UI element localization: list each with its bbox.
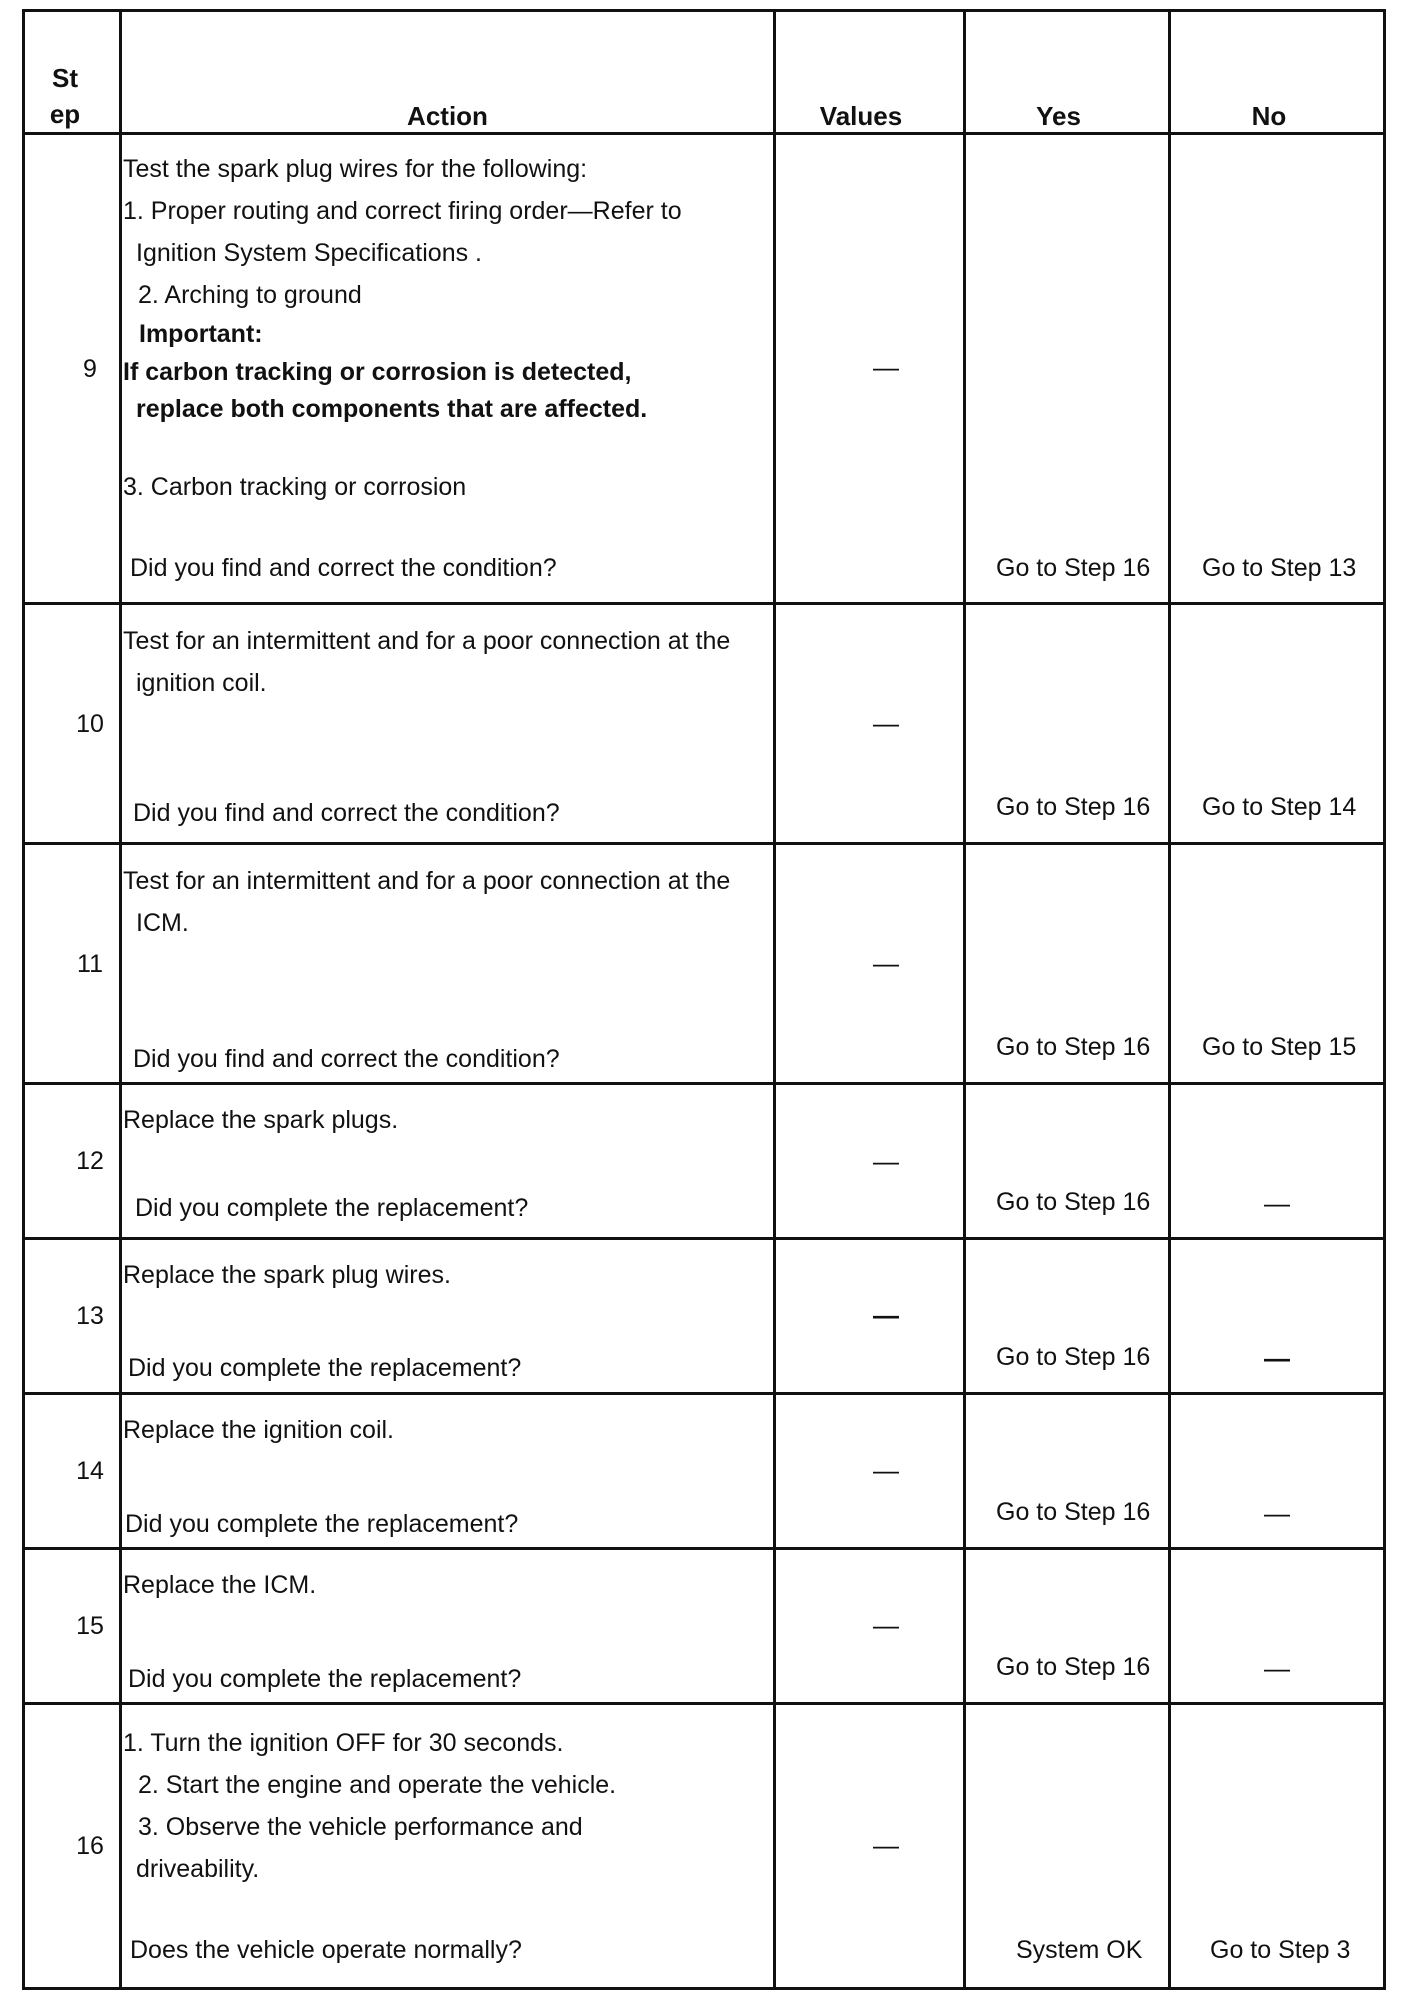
header-action: Action bbox=[407, 101, 488, 131]
no-cell: Go to Step 14 bbox=[1202, 793, 1357, 821]
header-no: No bbox=[1251, 101, 1287, 131]
row-divider bbox=[22, 842, 1386, 845]
action-line: 3. Carbon tracking or corrosion bbox=[123, 473, 467, 501]
question: Did you find and correct the condition? bbox=[130, 554, 557, 582]
value-cell: — bbox=[873, 1455, 899, 1485]
value-cell: — bbox=[873, 1146, 899, 1176]
value-cell: — bbox=[873, 1300, 899, 1330]
action-line: Test the spark plug wires for the following: bbox=[123, 155, 588, 183]
col-divider bbox=[119, 9, 122, 1990]
col-divider bbox=[22, 9, 25, 1990]
action-line: Replace the ICM. bbox=[123, 1571, 317, 1599]
step-number: 12 bbox=[76, 1147, 104, 1175]
action-line: Test for an intermittent and for a poor connection at the bbox=[123, 867, 731, 895]
value-cell: — bbox=[873, 708, 899, 738]
row-divider bbox=[22, 1082, 1386, 1085]
yes-cell: System OK bbox=[1016, 1936, 1143, 1964]
action-line: driveability. bbox=[136, 1855, 260, 1883]
action-line: 2. Start the engine and operate the vehicle. bbox=[138, 1771, 617, 1799]
question: Did you complete the replacement? bbox=[128, 1354, 522, 1382]
action-line: Test for an intermittent and for a poor connection at the bbox=[123, 627, 731, 655]
row-divider bbox=[22, 602, 1386, 605]
step-number: 9 bbox=[83, 355, 97, 383]
question: Did you complete the replacement? bbox=[125, 1510, 519, 1538]
table-border-top bbox=[22, 9, 1386, 12]
step-number: 13 bbox=[76, 1302, 104, 1330]
table-border-bottom bbox=[22, 1987, 1386, 1990]
row-divider bbox=[22, 1547, 1386, 1550]
value-cell: — bbox=[873, 1830, 899, 1860]
step-number: 16 bbox=[76, 1832, 104, 1860]
question: Did you complete the replacement? bbox=[135, 1194, 529, 1222]
action-line: Ignition System Specifications . bbox=[136, 239, 482, 267]
important-note: If carbon tracking or corrosion is detected, bbox=[123, 358, 632, 386]
action-line: 1. Turn the ignition OFF for 30 seconds. bbox=[123, 1729, 564, 1757]
header-values: Values bbox=[819, 101, 903, 131]
no-cell: Go to Step 3 bbox=[1210, 1936, 1351, 1964]
yes-cell: Go to Step 16 bbox=[996, 1188, 1151, 1216]
yes-cell: Go to Step 16 bbox=[996, 793, 1151, 821]
col-divider bbox=[773, 9, 776, 1990]
question: Does the vehicle operate normally? bbox=[130, 1936, 522, 1964]
no-cell: — bbox=[1264, 1188, 1290, 1218]
yes-cell: Go to Step 16 bbox=[996, 1343, 1151, 1371]
yes-cell: Go to Step 16 bbox=[996, 1653, 1151, 1681]
step-number: 10 bbox=[76, 710, 104, 738]
step-number: 15 bbox=[76, 1612, 104, 1640]
yes-cell: Go to Step 16 bbox=[996, 1498, 1151, 1526]
action-line: Replace the ignition coil. bbox=[123, 1416, 394, 1444]
value-cell: — bbox=[873, 352, 899, 382]
question: Did you complete the replacement? bbox=[128, 1665, 522, 1693]
col-divider bbox=[1168, 9, 1171, 1990]
yes-cell: Go to Step 16 bbox=[996, 554, 1151, 582]
no-cell: Go to Step 13 bbox=[1202, 554, 1357, 582]
no-cell: Go to Step 15 bbox=[1202, 1033, 1357, 1061]
action-line: ICM. bbox=[136, 909, 189, 937]
important-note: replace both components that are affected. bbox=[136, 395, 648, 423]
row-divider bbox=[22, 1237, 1386, 1240]
header-yes: Yes bbox=[1036, 101, 1081, 131]
question: Did you find and correct the condition? bbox=[133, 1045, 560, 1073]
question: Did you find and correct the condition? bbox=[133, 799, 560, 827]
action-line: 3. Observe the vehicle performance and bbox=[138, 1813, 583, 1841]
no-cell: — bbox=[1264, 1498, 1290, 1528]
action-line: Replace the spark plugs. bbox=[123, 1106, 399, 1134]
no-cell: — bbox=[1264, 1343, 1290, 1373]
yes-cell: Go to Step 16 bbox=[996, 1033, 1151, 1061]
action-line: ignition coil. bbox=[136, 669, 267, 697]
row-divider bbox=[22, 1392, 1386, 1395]
step-number: 14 bbox=[76, 1457, 104, 1485]
col-divider bbox=[1383, 9, 1386, 1990]
row-divider bbox=[22, 1702, 1386, 1705]
action-line: 2. Arching to ground bbox=[138, 281, 362, 309]
header-step: St ep bbox=[49, 63, 81, 129]
value-cell: — bbox=[873, 1610, 899, 1640]
step-number: 11 bbox=[77, 950, 103, 978]
action-line: Replace the spark plug wires. bbox=[123, 1261, 451, 1289]
action-line: 1. Proper routing and correct firing order—Refer to bbox=[123, 197, 682, 225]
col-divider bbox=[963, 9, 966, 1990]
no-cell: — bbox=[1264, 1653, 1290, 1683]
important-label: Important: bbox=[139, 320, 263, 348]
value-cell: — bbox=[873, 948, 899, 978]
